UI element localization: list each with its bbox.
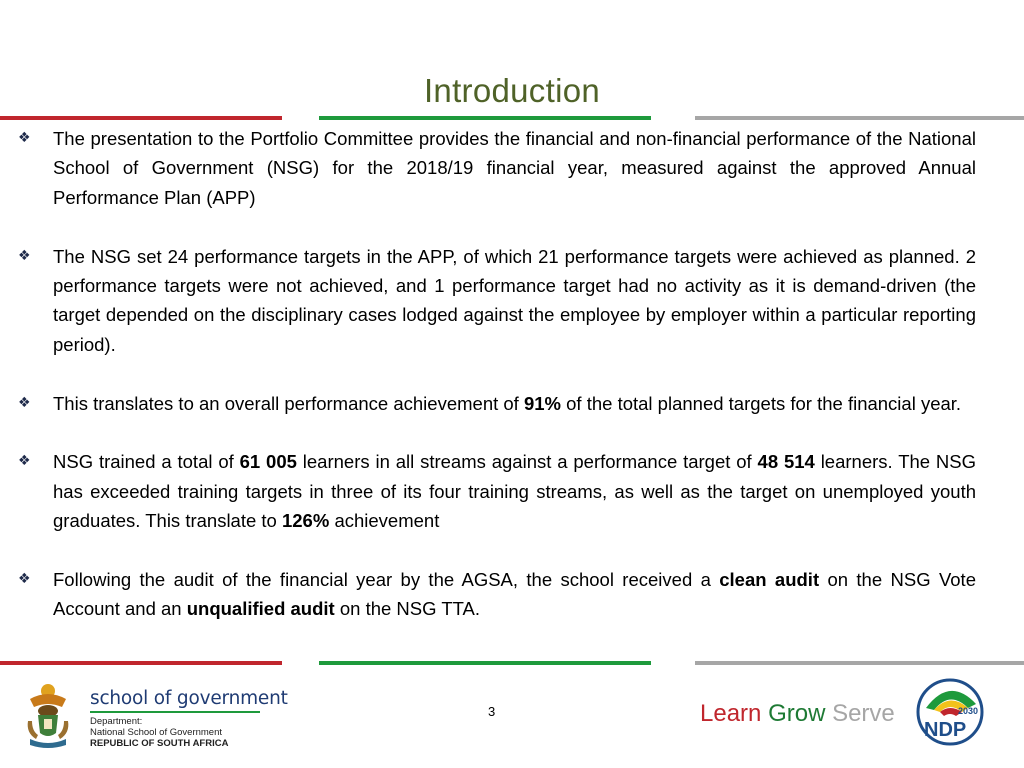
bullet-text: Following the audit of the financial year by the AGSA, the school received a (53, 569, 720, 591)
bullet-bold-text: clean audit (719, 569, 820, 591)
bullet-text: achievement (329, 510, 440, 532)
bullet-text: of the total planned targets for the financial year. (561, 392, 962, 414)
bullet-bold-text: 126% (281, 510, 330, 532)
ndp-year: 2030 (958, 706, 979, 716)
top-rule-gray (695, 116, 1024, 120)
slogan-serve: Serve (832, 700, 895, 727)
slogan (700, 700, 895, 728)
bullet-item (18, 242, 976, 360)
bullet-text: The presentation to the Portfolio Committee provides the financial and non-financial performance of the National School of Government (NSG) for the 2018/19 financial year, measured against the approved Annual Performance Plan (APP) (53, 128, 976, 208)
bullet-item (18, 124, 976, 212)
bullet-text: This translates to an overall performance achievement of (53, 392, 524, 414)
bullet-text: learners. The NSG has exceeded training targets in three of its four training streams, as well as the target on unemployed youth graduates. This translate to (53, 451, 977, 532)
diamond-bullet-icon: ❖ (18, 393, 31, 410)
top-rule-red (0, 116, 282, 120)
bullet-bold-text: 91% (523, 392, 561, 414)
bullet-text: on the NSG TTA. (334, 598, 481, 620)
bullet-item (18, 565, 976, 624)
bullet-text: NSG trained a total of (53, 451, 240, 473)
bullet-list (18, 124, 976, 624)
bullet-item (18, 389, 976, 418)
brand-department-label: Department: (90, 716, 143, 727)
bullet-text: learners in all streams against a performance target of (296, 451, 758, 473)
slide-title: Introduction (423, 72, 601, 109)
bottom-rule-red (0, 661, 282, 665)
diamond-bullet-icon: ❖ (18, 570, 31, 587)
brand-country: REPUBLIC OF SOUTH AFRICA (90, 738, 229, 749)
bullet-item (18, 447, 976, 535)
brand-name: school of government (90, 688, 288, 709)
diamond-bullet-icon: ❖ (18, 129, 31, 145)
slogan-grow: Grow (768, 700, 826, 727)
diamond-bullet-icon: ❖ (18, 246, 31, 263)
ndp-text: NDP (924, 719, 967, 741)
bullet-text: The NSG set 24 performance targets in the APP, of which 21 performance targets were achieved as planned. 2 performance targets were not achieved, and 1 performance target had no activity as it is demand-driven (the target depended on the disciplinary cases lodged against the employee by employer within a particular reporting period). (53, 245, 976, 355)
bullet-bold-text: 48 514 (757, 451, 815, 473)
brand-underline (90, 711, 260, 713)
diamond-bullet-icon: ❖ (18, 452, 31, 469)
brand-department-name: National School of Government (90, 727, 223, 738)
bullet-bold-text: 61 005 (239, 451, 297, 473)
bottom-rule-gray (695, 661, 1024, 665)
bullet-text: on the NSG Vote Account and an (53, 569, 976, 620)
coat-of-arms-icon (22, 681, 74, 751)
slogan-learn: Learn (700, 700, 762, 727)
bottom-rule-green (319, 661, 651, 665)
page-number: 3 (488, 704, 496, 719)
bullet-bold-text: unqualified audit (186, 598, 335, 620)
school-brand (90, 688, 288, 749)
ndp-logo-icon (916, 678, 984, 746)
top-rule-green (319, 116, 651, 120)
